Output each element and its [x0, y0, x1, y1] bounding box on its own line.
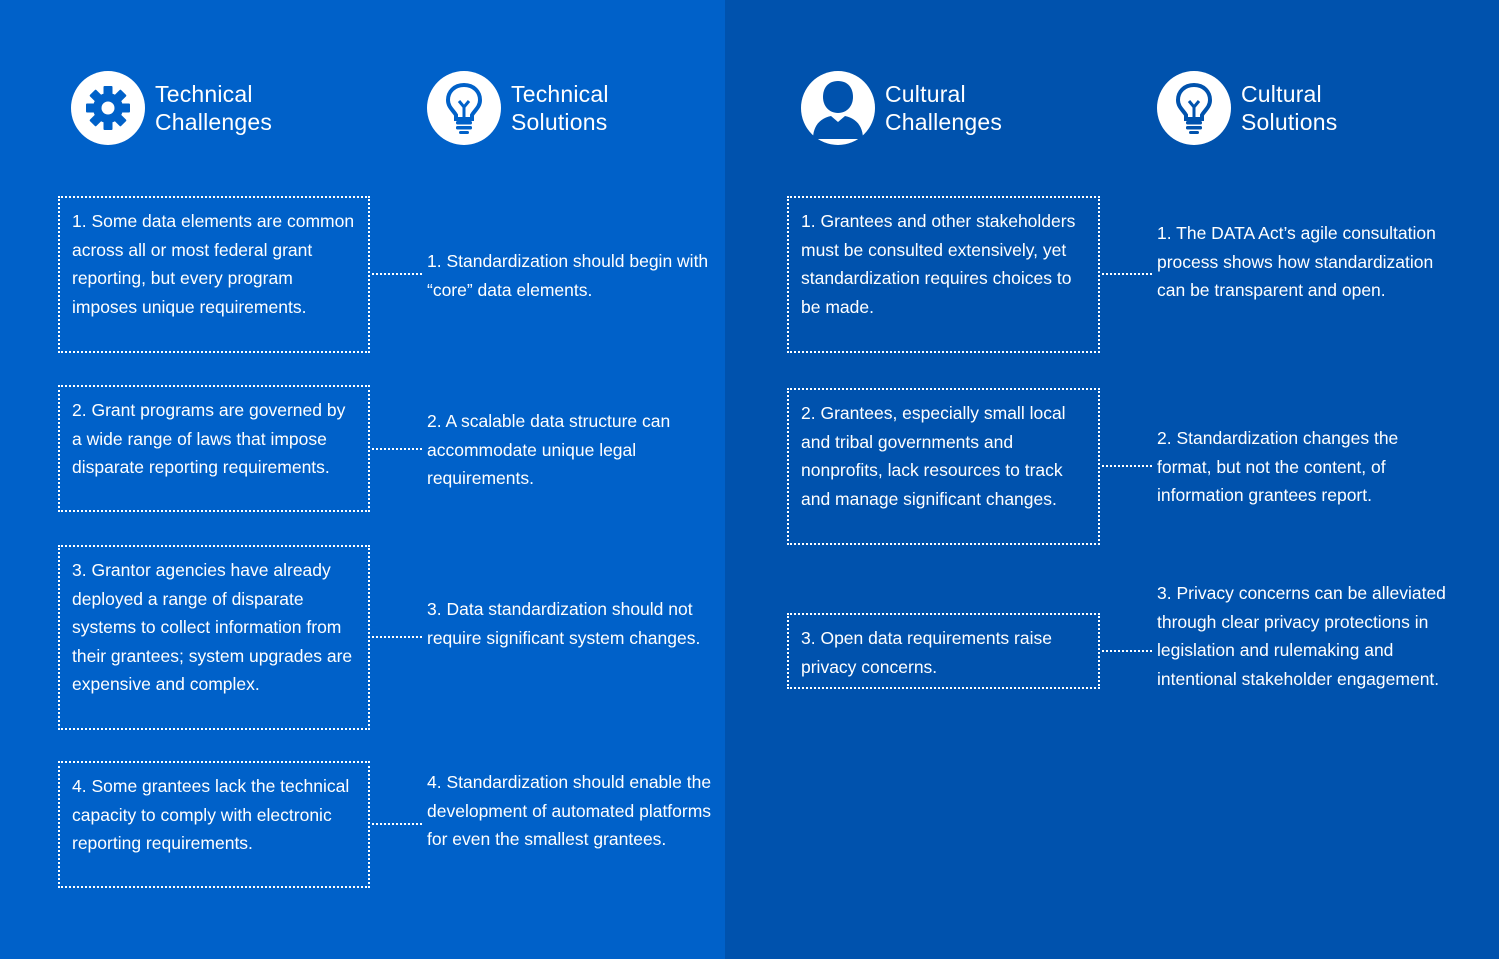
gear-icon	[71, 71, 145, 145]
heading-line-1: Cultural	[885, 81, 966, 107]
connector	[372, 273, 422, 275]
cultural-solution-1: 1. The DATA Act’s agile consultation process shows how standardization can be transparent and open.	[1157, 223, 1436, 300]
technical-challenge-4: 4. Some grantees lack the technical capacity to comply with electronic reporting requirements.	[58, 761, 370, 888]
lightbulb-icon	[1157, 71, 1231, 145]
heading-line-2: Challenges	[155, 109, 273, 135]
heading-line-2: Challenges	[885, 109, 1003, 135]
connector	[1102, 465, 1152, 467]
technical-solution-2: 2. A scalable data structure can accommodate unique legal requirements.	[427, 411, 671, 488]
heading-line-2: Solutions	[1241, 109, 1338, 135]
technical-challenges-heading	[71, 71, 305, 145]
cultural-challenge-3: 3. Open data requirements raise privacy concerns.	[787, 613, 1100, 689]
technical-solutions-heading	[427, 71, 661, 145]
cultural-solution-3: 3. Privacy concerns can be alleviated through clear privacy protections in legislation and rulemaking and intentional stakeholder engagement.	[1157, 583, 1446, 689]
cultural-challenges-heading	[801, 71, 1035, 145]
heading-line-1: Cultural	[1241, 81, 1322, 107]
heading-line-2: Solutions	[511, 109, 608, 135]
heading-line-1: Technical	[155, 81, 253, 107]
connector	[372, 448, 422, 450]
cultural-challenge-2: 2. Grantees, especially small local and tribal governments and nonprofits, lack resources to track and manage significant changes.	[787, 388, 1100, 545]
cultural-solution-2: 2. Standardization changes the format, but not the content, of information grantees report.	[1157, 428, 1399, 505]
lightbulb-icon	[427, 71, 501, 145]
connector	[372, 823, 422, 825]
connector	[1102, 273, 1152, 275]
technical-solution-1: 1. Standardization should begin with “core” data elements.	[427, 251, 709, 300]
technical-solution-3: 3. Data standardization should not require significant system changes.	[427, 599, 701, 648]
heading-line-1: Technical	[511, 81, 609, 107]
person-icon	[801, 71, 875, 145]
cultural-challenge-1: 1. Grantees and other stakeholders must be consulted extensively, yet standardization requires choices to be made.	[787, 196, 1100, 353]
technical-solution-4: 4. Standardization should enable the development of automated platforms for even the smallest grantees.	[427, 772, 712, 849]
technical-challenge-3: 3. Grantor agencies have already deployed a range of disparate systems to collect information from their grantees; system upgrades are expensive and complex.	[58, 545, 370, 730]
connector	[372, 636, 422, 638]
technical-challenge-2: 2. Grant programs are governed by a wide range of laws that impose disparate reporting requirements.	[58, 385, 370, 512]
cultural-solutions-heading	[1157, 71, 1391, 145]
connector	[1102, 650, 1152, 652]
technical-challenge-1: 1. Some data elements are common across all or most federal grant reporting, but every program imposes unique requirements.	[58, 196, 370, 353]
